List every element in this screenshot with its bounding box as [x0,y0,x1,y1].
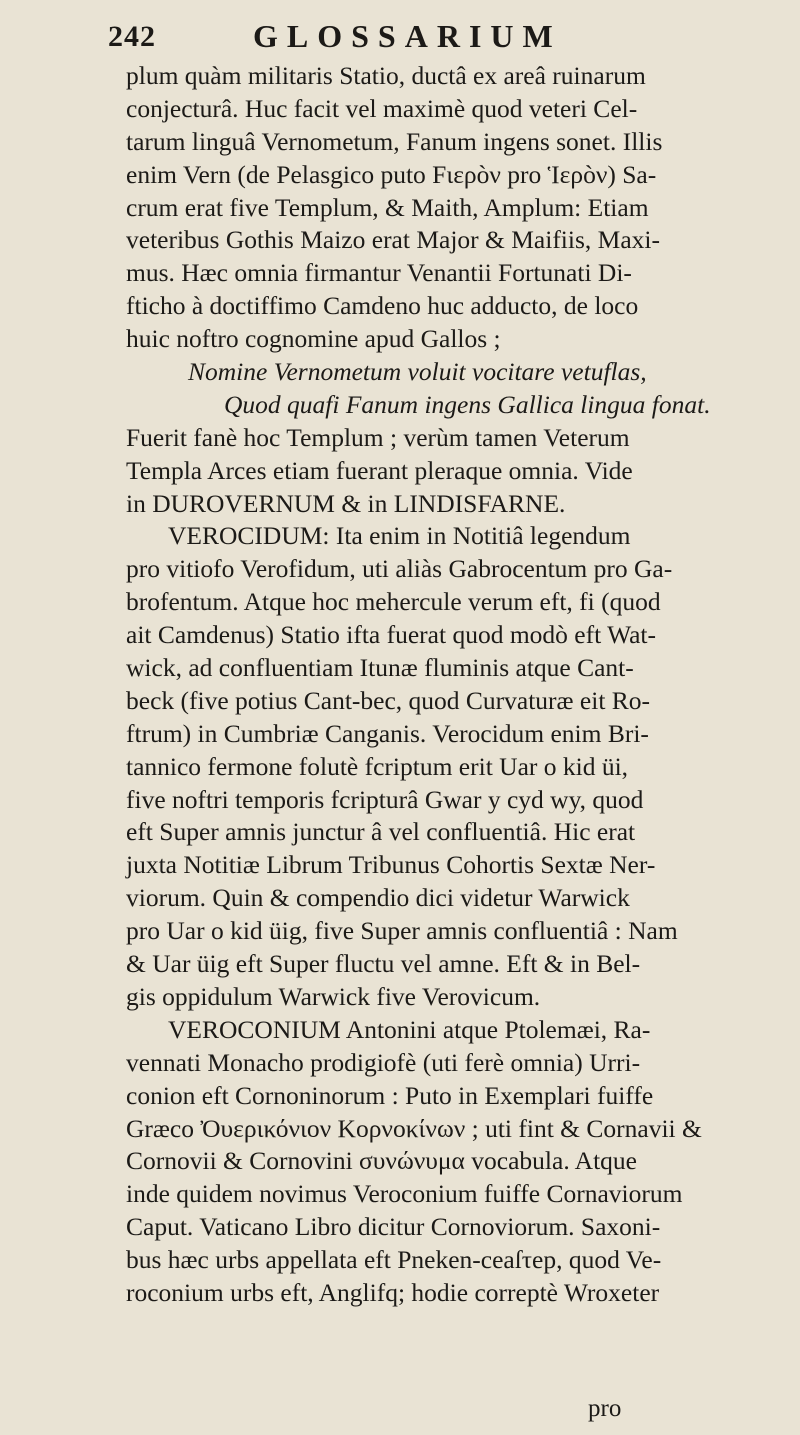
entry-heading-line: VEROCIDUM: Ita enim in Notitiâ legendum [168,521,631,551]
text-line: plum quàm militaris Statio, ductâ ex areâ ruinarum [126,61,646,90]
text-line: vennati Monacho prodigiofè (uti ferè omnia) Urri- [126,1047,641,1077]
text-line: conjecturâ. Huc facit vel maximè quod veteri Cel- [126,93,638,123]
text-line: conion eft Cornoninorum : Puto in Exemplari fuiffe [126,1080,654,1110]
text-line: fticho à doctiffimo Camdeno huc adducto, de loco [126,291,639,321]
verse-line: Nomine Vernometum voluit vocitare vetuflas, [188,357,647,387]
text-line: brofentum. Atque hoc mehercule verum eft, fi (quod [126,587,661,617]
page-number: 242 [108,20,156,53]
text-line: crum erat five Templum, & Maith, Amplum: Etiam [126,192,649,222]
text-line: & Uar üig eft Super fluctu vel amne. Eft & in Bel- [126,949,641,979]
running-head: GLOSSARIUM [253,18,562,54]
text-line: eft Super amnis junctur â vel confluentiâ. Hic erat [126,817,636,847]
text-line: pro vitiofo Verofidum, uti aliàs Gabrocentum pro Ga- [126,554,673,584]
text-line: pro Uar o kid üig, five Super amnis confluentiâ : Nam [126,916,678,946]
text-line: Caput. Vaticano Libro dicitur Cornoviorum. Saxoni- [126,1212,661,1242]
text-line: juxta Notitiæ Librum Tribunus Cohortis Sextæ Ner- [126,850,656,880]
text-line: ait Camdenus) Statio ifta fuerat quod modò eft Wat- [126,620,657,650]
body-text [126,60,766,1310]
text-line: Fuerit fanè hoc Templum ; verùm tamen Veterum [126,422,630,452]
text-line: bus hæc urbs appellata eft Pneken-ceaſτep, quod Ve- [126,1245,662,1275]
text-line: Templa Arces etiam fuerant pleraque omnia. Vide [126,455,633,485]
text-line: ftrum) in Cumbriæ Canganis. Verocidum enim Bri- [126,718,649,748]
page-header [108,10,758,60]
catchword: pro [588,1395,622,1422]
text-line: veteribus Gothis Maizo erat Major & Maifiis, Maxi- [126,225,660,255]
text-line: enim Vern (de Pelasgico puto Fιερòν pro Ἱερòν) Sa- [126,159,657,189]
text-line: viorum. Quin & compendio dici videtur Warwick [126,883,630,913]
text-line: roconium urbs eft, Anglifq; hodie correptè Wroxeter [126,1277,660,1307]
text-line: Cornovii & Cornovini συνώνυμα vocabula. Atque [126,1146,637,1176]
text-line: beck (five potius Cant-bec, quod Curvaturæ eit Ro- [126,685,651,715]
text-line: gis oppidulum Warwick five Verovicum. [126,981,541,1011]
text-line: Græco Ὀυερικόνιον Κορνοκίνων ; uti fint & Cornavii & [126,1113,702,1143]
text-line: tannico fermone folutè fcriptum erit Uar o kid üi, [126,751,629,781]
text-line: tarum linguâ Vernometum, Fanum ingens sonet. Illis [126,126,663,156]
text-line: wick, ad confluentiam Itunæ fluminis atque Cant- [126,653,634,683]
text-line: in DUROVERNUM & in LINDISFARNE. [126,488,566,518]
verse-line: Quod quafi Fanum ingens Gallica lingua fonat. [224,389,711,419]
entry-heading-line: VEROCONIUM Antonini atque Ptolemæi, Ra- [168,1014,651,1044]
text-line: inde quidem novimus Veroconium fuiffe Cornaviorum [126,1179,683,1209]
text-line: mus. Hæc omnia firmantur Venantii Fortunati Di- [126,258,632,288]
text-line: huic noftro cognomine apud Gallos ; [126,324,501,354]
text-line: five noftri temporis fcripturâ Gwar y cyd wy, quod [126,784,644,814]
